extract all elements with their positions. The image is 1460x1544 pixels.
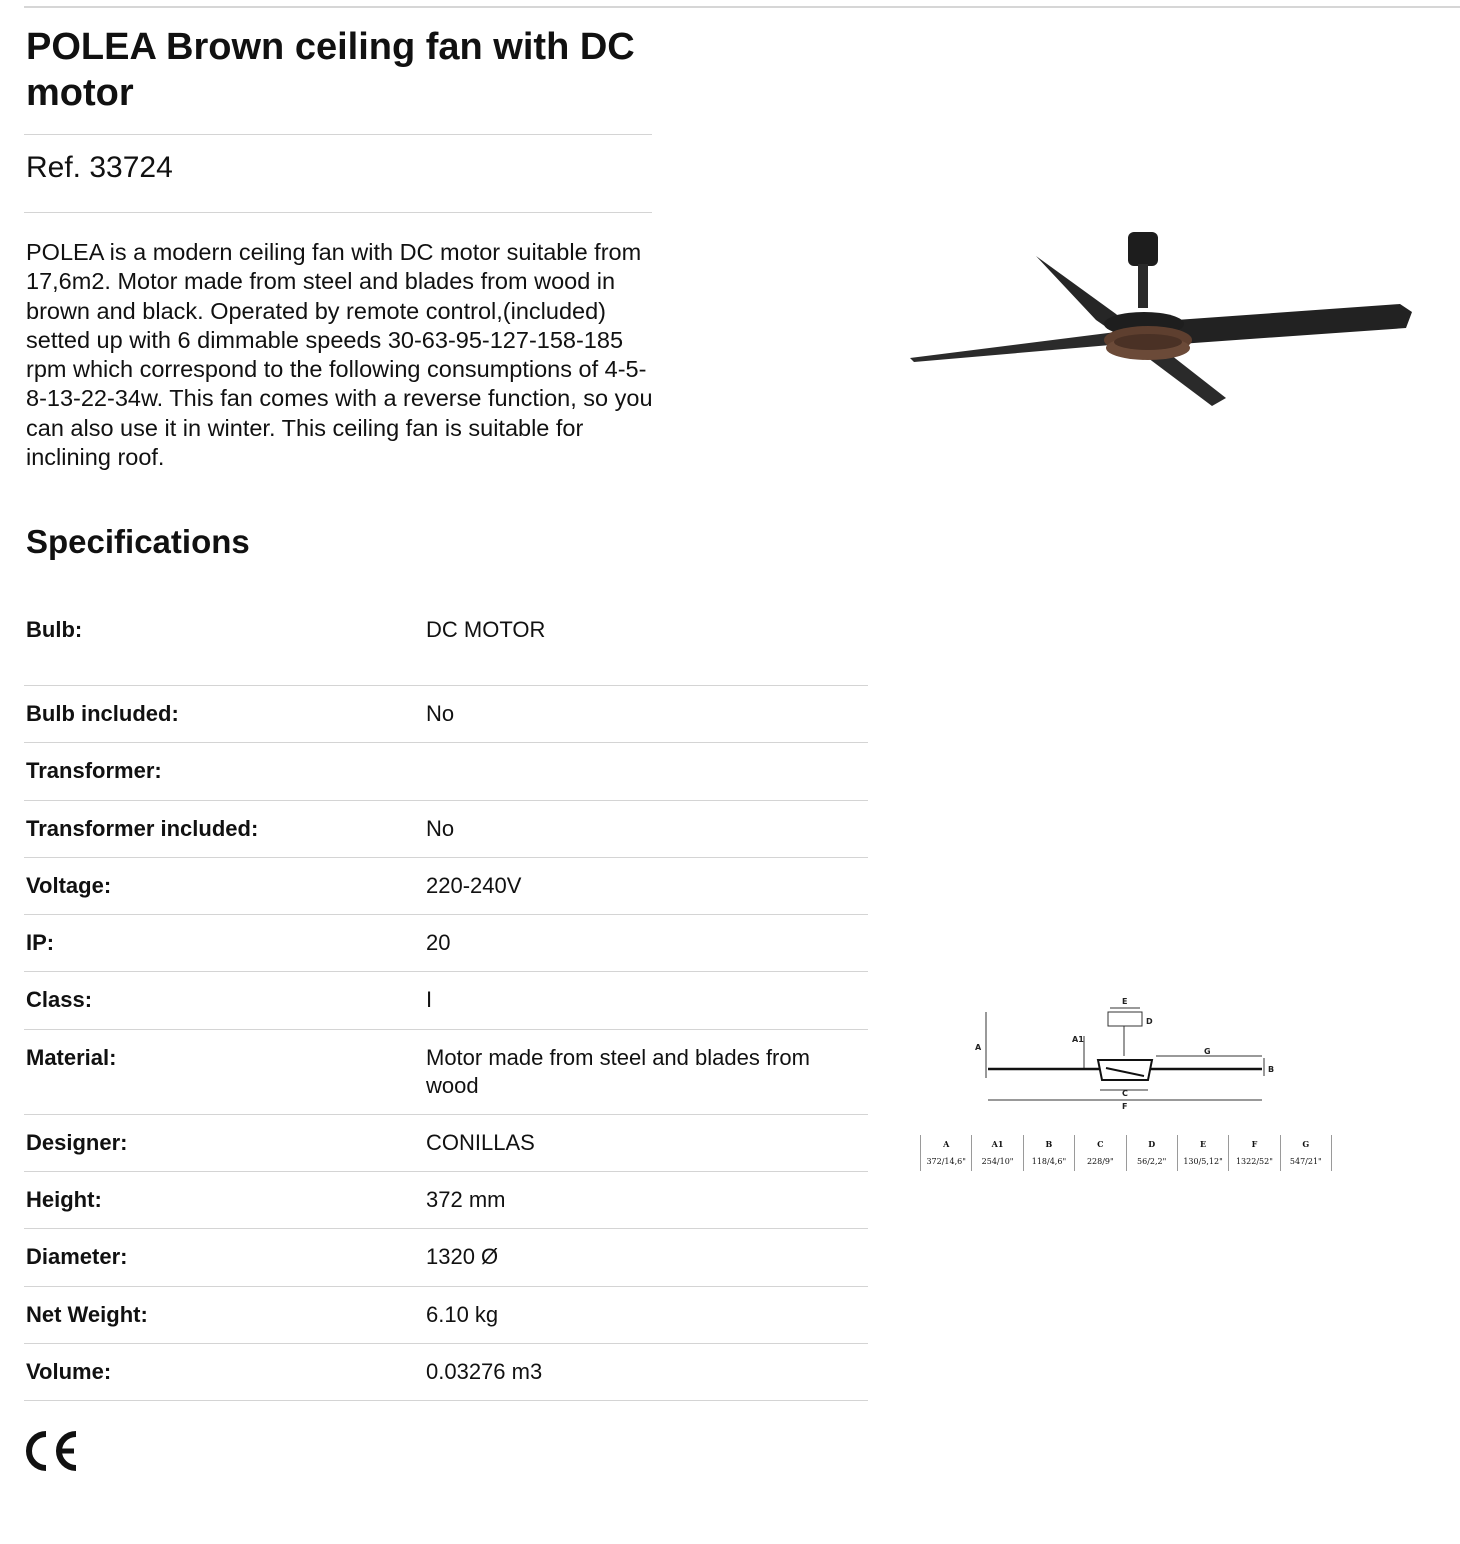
spec-label: Class: <box>26 987 93 1013</box>
title-divider <box>24 134 652 135</box>
dimension-column <box>1126 1135 1177 1171</box>
dimension-value: 547/21" <box>1289 1157 1322 1166</box>
drawing-label-d: D <box>1146 1017 1153 1026</box>
spec-row-voltage <box>24 858 868 915</box>
dimension-column <box>1228 1135 1279 1171</box>
spec-label: Bulb: <box>26 617 83 642</box>
spec-value: 0.03276 m3 <box>426 1358 543 1384</box>
spec-row-designer <box>24 1115 868 1172</box>
drawing-label-a1: A1 <box>1072 1035 1084 1044</box>
drawing-label-g: G <box>1204 1047 1211 1056</box>
dimension-column <box>1074 1135 1125 1171</box>
ce-mark-icon <box>22 1428 82 1474</box>
spec-row-bulb-included <box>24 686 868 743</box>
drawing-label-a: A <box>975 1043 982 1052</box>
drawing-label-e: E <box>1122 997 1128 1006</box>
spec-label: Volume: <box>26 1358 112 1384</box>
specifications-heading: Specifications <box>26 523 250 560</box>
spec-row-material <box>24 1030 868 1115</box>
spec-value: CONILLAS <box>426 1129 535 1155</box>
spec-label: Diameter: <box>26 1244 128 1270</box>
dimension-key: A1 <box>991 1139 1004 1149</box>
spec-value: 220-240V <box>426 872 522 898</box>
spec-value: DC MOTOR <box>426 617 546 642</box>
dimensions-table <box>920 1135 1332 1171</box>
dimension-value: 118/4,6" <box>1031 1157 1067 1166</box>
reference-divider <box>24 212 652 213</box>
dimension-value: 1322/52" <box>1235 1157 1273 1166</box>
dimension-key: A <box>943 1139 950 1149</box>
dimension-value: 56/2,2" <box>1137 1157 1167 1166</box>
spec-row-height <box>24 1172 868 1229</box>
dimension-column <box>1280 1135 1332 1171</box>
dimension-column <box>920 1135 971 1171</box>
dimension-column <box>1023 1135 1074 1171</box>
dimension-value: 228/9" <box>1086 1157 1114 1166</box>
drawing-label-b: B <box>1268 1065 1275 1074</box>
spec-label: Material: <box>26 1044 117 1070</box>
dimension-key: E <box>1200 1139 1207 1149</box>
spec-label: Designer: <box>26 1129 128 1155</box>
spec-row-diameter <box>24 1229 868 1286</box>
dimension-key: B <box>1045 1139 1053 1149</box>
spec-value: No <box>426 701 455 726</box>
product-reference: Ref. 33724 <box>26 151 173 184</box>
spec-row-transformer-included <box>24 801 868 858</box>
spec-row-class <box>24 972 868 1029</box>
spec-label: Net Weight: <box>26 1301 148 1327</box>
spec-value: 6.10 kg <box>426 1301 499 1327</box>
spec-row-ip <box>24 915 868 972</box>
spec-row-transformer <box>24 743 868 800</box>
spec-value: Motor made from steel and blades from wood <box>426 1044 810 1098</box>
dimension-key: D <box>1148 1139 1156 1149</box>
spec-label: Bulb included: <box>26 701 179 726</box>
dimension-value: 254/10" <box>981 1157 1014 1166</box>
dimension-drawing <box>970 990 1290 1115</box>
fan-product-image <box>900 220 1420 420</box>
top-divider <box>24 6 1460 8</box>
spec-row-bulb <box>24 600 868 686</box>
dimension-column <box>1177 1135 1228 1171</box>
product-title: POLEA Brown ceiling fan with DC motor <box>26 26 635 114</box>
spec-label: Voltage: <box>26 872 112 898</box>
dimension-key: F <box>1251 1139 1258 1149</box>
spec-value: No <box>426 815 455 841</box>
dimension-value: 130/5,12" <box>1183 1157 1223 1166</box>
spec-label: Transformer: <box>26 758 162 784</box>
dimension-key: G <box>1302 1139 1310 1149</box>
spec-value: 372 mm <box>426 1187 506 1213</box>
spec-row-net-weight <box>24 1287 868 1344</box>
dimension-column <box>971 1135 1022 1171</box>
spec-value: 20 <box>426 930 451 956</box>
product-description: POLEA is a modern ceiling fan with DC motor suitable from 17,6m2. Motor made from steel and blades from wood in brown and black. Operated by remote control,(included) setted up with 6 dimmable speeds 30-63-95-127-158-185 rpm which correspond to the following consumptions of 4-5-8-13-22-34w. This fan comes with a reverse function, so you can also use it in winter. This ceiling fan is suitable for inclining roof. <box>26 239 653 471</box>
dimension-value: 372/14,6" <box>926 1157 966 1166</box>
spec-label: IP: <box>26 930 55 956</box>
dimension-key: C <box>1097 1139 1104 1149</box>
spec-value: I <box>426 987 433 1013</box>
spec-value: 1320 Ø <box>426 1244 499 1270</box>
spec-row-volume <box>24 1344 868 1401</box>
spec-label: Transformer included: <box>26 815 259 841</box>
drawing-label-c: C <box>1122 1089 1128 1098</box>
specifications-table <box>24 600 868 1401</box>
drawing-label-f: F <box>1122 1102 1128 1111</box>
spec-label: Height: <box>26 1187 102 1213</box>
